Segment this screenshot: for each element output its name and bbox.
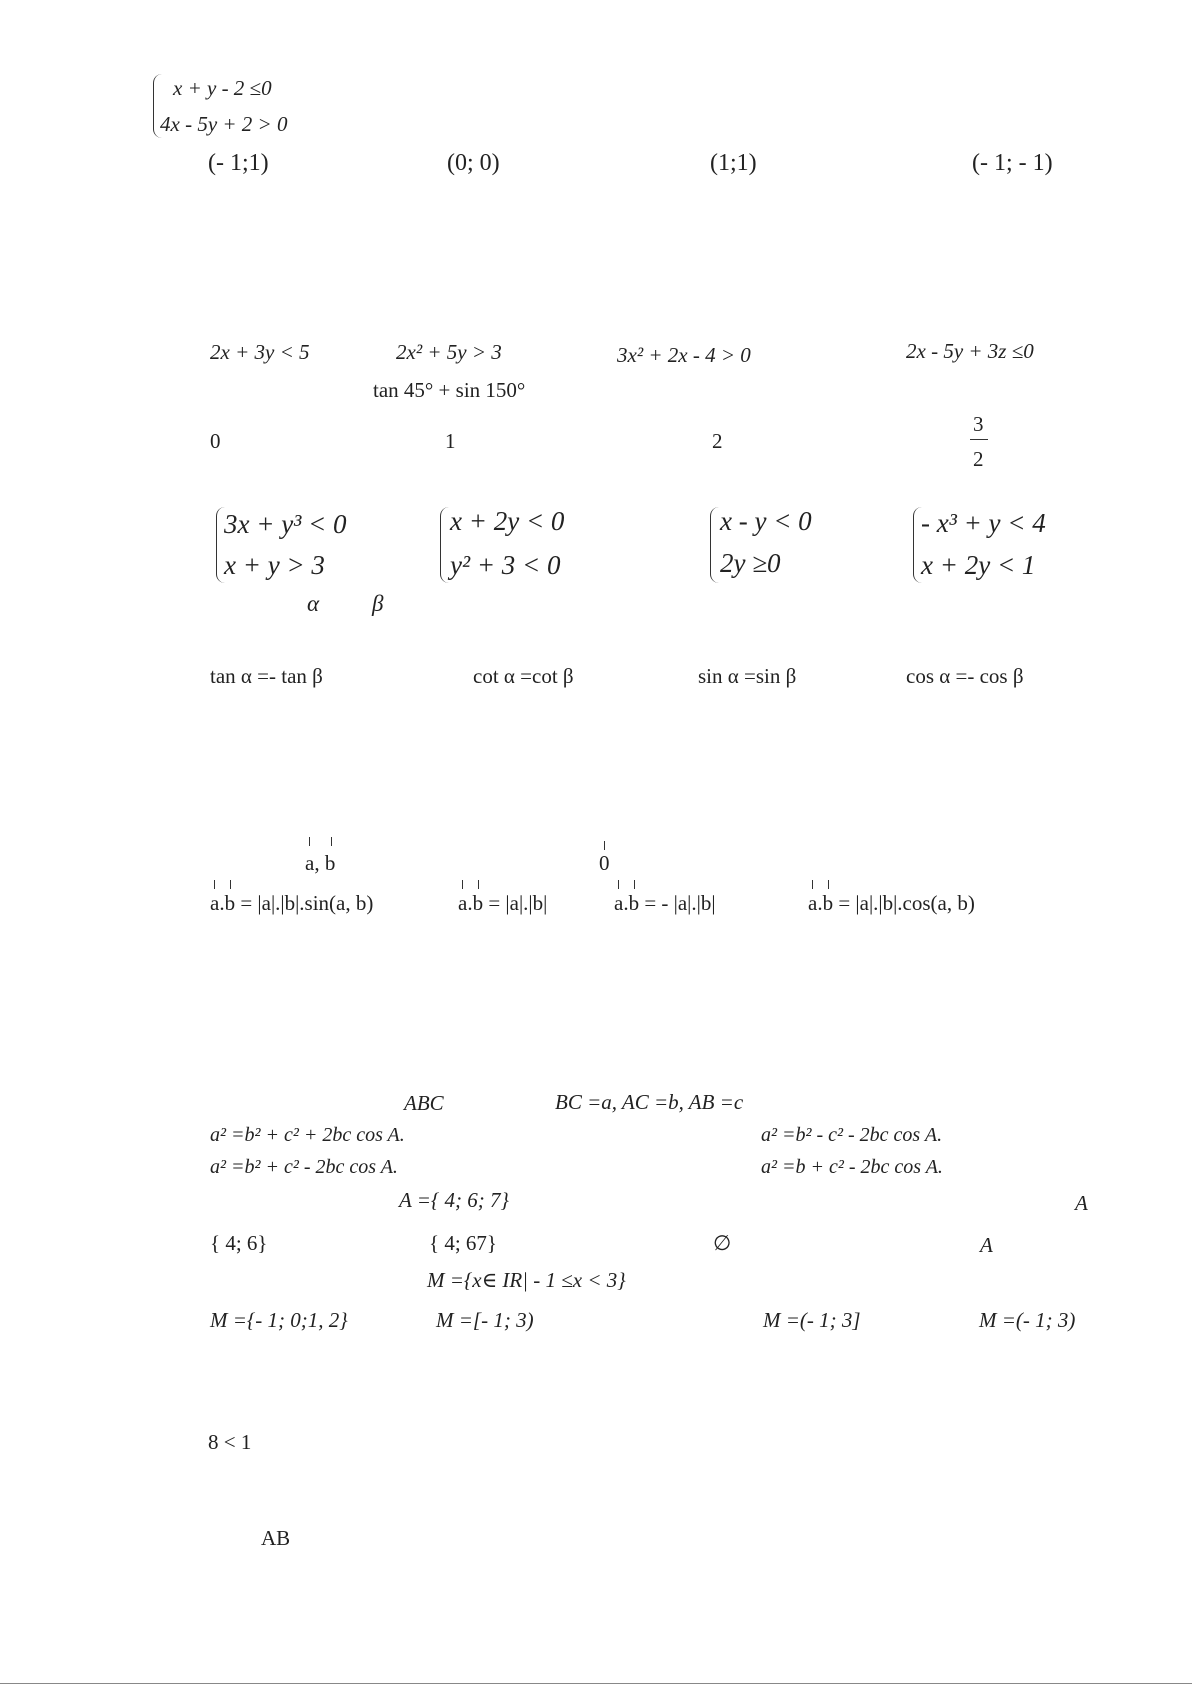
q6-angle-label: a, b [305, 851, 336, 875]
q5-option-c: sin α =sin β [698, 664, 797, 688]
q5-beta: β [372, 591, 384, 616]
q9-option-a: M ={- 1; 0;1, 2} [210, 1308, 348, 1332]
q4-option-b-line2: y² + 3 < 0 [450, 550, 561, 580]
vector-arrow [478, 880, 479, 889]
q6-zero-vector-arrow [604, 841, 605, 850]
q8-option-b: { 4; 67} [429, 1231, 497, 1255]
q4-option-c-line1: x - y < 0 [720, 506, 812, 536]
page-bottom-rule [0, 1683, 1192, 1684]
q7-option-a: a² =b² + c² + 2bc cos A. [210, 1124, 405, 1146]
q1-system-line2: 4x - 5y + 2 > 0 [160, 112, 288, 136]
q2-option-c: 3x² + 2x - 4 > 0 [617, 343, 751, 367]
q3-option-a: 0 [210, 429, 221, 453]
q8-set-definition: A ={ 4; 6; 7} [399, 1188, 509, 1212]
q5-alpha: α [307, 591, 320, 616]
q1-option-c: (1;1) [710, 150, 757, 176]
q6-vector-arrow [331, 837, 332, 846]
q3-option-d-denominator: 2 [973, 447, 984, 471]
q10-statement: 8 < 1 [208, 1430, 252, 1454]
q9-option-d: M =(- 1; 3) [979, 1308, 1076, 1332]
q9-option-b: M =[- 1; 3) [436, 1308, 534, 1332]
q9-option-c: M =(- 1; 3] [763, 1308, 861, 1332]
q1-option-b: (0; 0) [447, 150, 500, 176]
q8-option-a: { 4; 6} [210, 1231, 268, 1255]
q4-option-a-line2: x + y > 3 [224, 550, 325, 580]
q4-option-a-line1: 3x + y³ < 0 [224, 509, 347, 539]
q4-option-b-line1: x + 2y < 0 [450, 506, 565, 536]
vector-arrow [618, 880, 619, 889]
q8-set-letter-right: A [1075, 1191, 1088, 1215]
vector-arrow [462, 880, 463, 889]
q1-option-a: (- 1;1) [208, 150, 269, 176]
q5-option-d: cos α =- cos β [906, 664, 1024, 688]
q3-fraction-bar [970, 439, 988, 440]
q6-zero-label: 0 [599, 851, 610, 875]
q6-option-c-text: a.b = - |a|.|b| [614, 891, 716, 915]
q6-option-b-text: a.b = |a|.|b| [458, 891, 548, 915]
q11-segment-label: AB [261, 1526, 291, 1550]
q6-option-d-text: a.b = |a|.|b|.cos(a, b) [808, 891, 975, 915]
q7-triangle-label: ABC [404, 1091, 444, 1115]
q2-option-b: 2x² + 5y > 3 [396, 340, 502, 364]
vector-arrow [828, 880, 829, 889]
q3-option-c: 2 [712, 429, 723, 453]
q7-option-c: a² =b² + c² - 2bc cos A. [210, 1156, 398, 1178]
vector-arrow [634, 880, 635, 889]
q1-system-line1: x + y - 2 ≤0 [173, 76, 272, 100]
q2-option-a: 2x + 3y < 5 [210, 340, 310, 364]
q8-set-letter: A [980, 1233, 993, 1257]
q5-option-a: tan α =- tan β [210, 664, 323, 688]
vector-arrow [214, 880, 215, 889]
q4-option-d-line2: x + 2y < 1 [921, 550, 1036, 580]
q4-option-c-line2: 2y ≥0 [720, 548, 781, 578]
q3-expression: tan 45° + sin 150° [373, 378, 526, 402]
q9-set-definition: M ={x∈ IR| - 1 ≤x < 3} [427, 1268, 626, 1292]
q3-option-d-numerator: 3 [973, 412, 984, 436]
q5-option-b: cot α =cot β [473, 664, 574, 688]
vector-arrow [812, 880, 813, 889]
q3-option-b: 1 [445, 429, 456, 453]
q6-vector-arrow [309, 837, 310, 846]
q1-option-d: (- 1; - 1) [972, 150, 1053, 176]
vector-arrow [230, 880, 231, 889]
q4-option-d-line1: - x³ + y < 4 [921, 508, 1046, 538]
q7-sides-definition: BC =a, AC =b, AB =c [555, 1090, 744, 1114]
q7-option-b: a² =b² - c² - 2bc cos A. [761, 1124, 943, 1146]
q8-option-c-empty-set: ∅ [713, 1231, 732, 1255]
q2-option-d: 2x - 5y + 3z ≤0 [906, 339, 1034, 363]
q6-option-a-text: a.b = |a|.|b|.sin(a, b) [210, 891, 374, 915]
q4-option-c-brace [710, 507, 719, 583]
q4-option-b-brace [440, 507, 449, 583]
q7-option-d: a² =b + c² - 2bc cos A. [761, 1156, 943, 1178]
